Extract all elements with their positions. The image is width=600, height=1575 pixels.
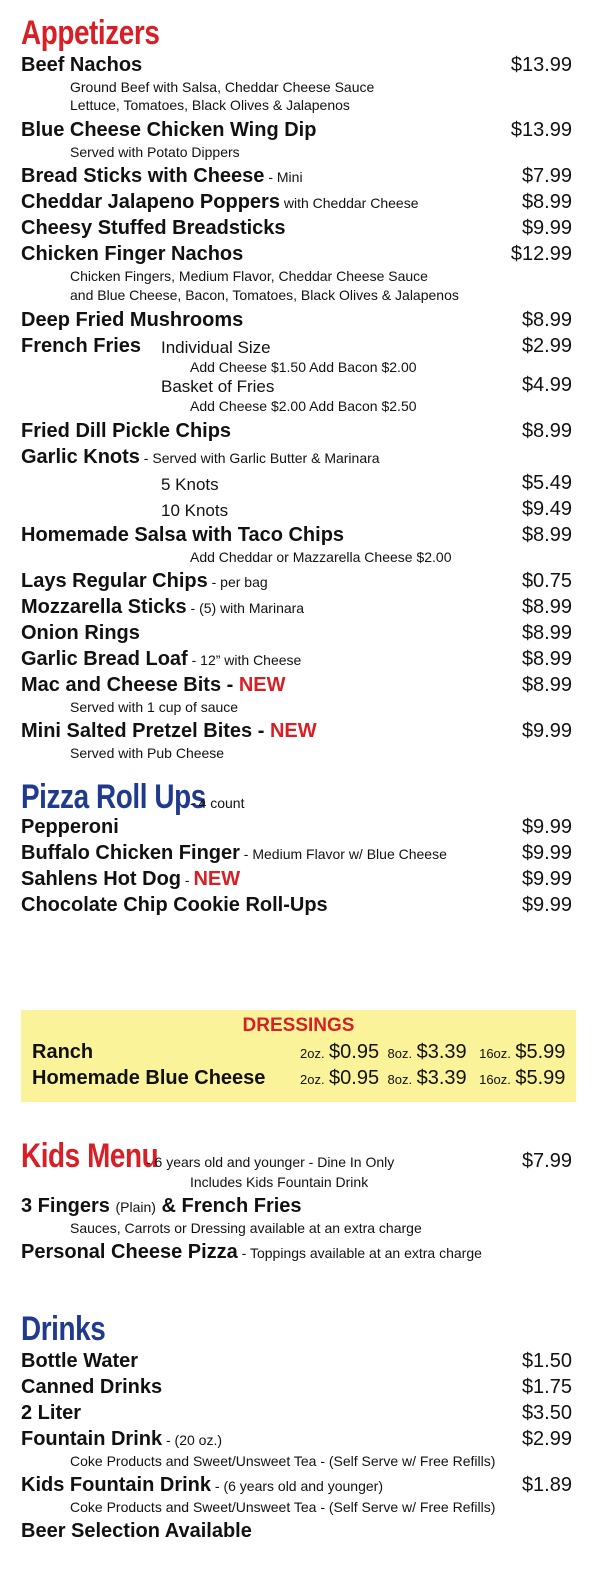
finger-nachos-name: Chicken Finger Nachos: [21, 243, 244, 265]
mushrooms-price: $8.99: [521, 309, 572, 331]
pretzel-new-badge: NEW: [269, 720, 317, 742]
rollups-title: Pizza Roll Ups: [21, 778, 206, 816]
ranch-name: Ranch: [32, 1041, 94, 1063]
poppers-item: [21, 191, 419, 214]
cheesy-breadsticks-price: $9.99: [521, 217, 572, 239]
pickle-name: Fried Dill Pickle Chips: [21, 420, 232, 442]
drinks-title: Drinks: [21, 1310, 106, 1348]
garlic-loaf-note: - 12” with Cheese: [187, 652, 302, 668]
fries-name: French Fries: [21, 335, 142, 357]
hotdog-price: $9.99: [521, 868, 572, 890]
kids-pizza-name: Personal Cheese Pizza: [21, 1241, 238, 1263]
onion-name: Onion Rings: [21, 622, 140, 644]
kids-fingers-plain: (Plain): [115, 1199, 156, 1215]
pepperoni-price: $9.99: [521, 816, 572, 838]
kids-fountain-desc: Coke Products and Sweet/Unsweet Tea - (Self Serve w/ Free Refills): [70, 1499, 496, 1515]
kids-fountain-note: - (6 years old and younger): [211, 1478, 383, 1494]
fountain-name: Fountain Drink: [21, 1428, 163, 1450]
kids-fountain-item: [21, 1474, 383, 1497]
appetizers-title: Appetizers: [21, 14, 160, 52]
hotdog-name: Sahlens Hot Dog: [21, 868, 182, 890]
kids-fingers-name1: 3 Fingers: [21, 1195, 116, 1217]
garlic-loaf-price: $8.99: [521, 648, 572, 670]
buffalo-note: - Medium Flavor w/ Blue Cheese: [239, 846, 447, 862]
cookie-name: Chocolate Chip Cookie Roll-Ups: [21, 894, 328, 916]
fries-price2: $4.99: [521, 374, 572, 396]
fries-size2: Basket of Fries: [161, 377, 275, 396]
kids-fountain-price: $1.89: [521, 1474, 572, 1496]
blue-cheese-size3: 16oz.: [479, 1072, 511, 1087]
mozz-name: Mozzarella Sticks: [21, 596, 187, 618]
fries-size1: Individual Size: [161, 338, 271, 357]
blue-cheese-size2: 8oz.: [387, 1072, 413, 1087]
buffalo-price: $9.99: [521, 842, 572, 864]
cheesy-breadsticks-name: Cheesy Stuffed Breadsticks: [21, 217, 286, 239]
ranch-size1: 2oz.: [300, 1046, 325, 1061]
knots-name: Garlic Knots: [21, 446, 140, 468]
mac-bits-new-badge: NEW: [238, 674, 286, 696]
ranch-prices: [300, 1041, 565, 1064]
mac-bits-desc: Served with 1 cup of sauce: [70, 699, 239, 715]
poppers-price: $8.99: [521, 191, 572, 213]
lays-note: - per bag: [207, 574, 268, 590]
pretzel-price: $9.99: [521, 720, 572, 742]
buffalo-item: [21, 842, 447, 865]
blue-cheese-prices: [300, 1067, 565, 1090]
beef-nachos-desc1: Ground Beef with Salsa, Cheddar Cheese Sauce: [70, 79, 375, 95]
mozz-item: [21, 596, 304, 619]
fountain-desc: Coke Products and Sweet/Unsweet Tea - (Self Serve w/ Free Refills): [70, 1453, 496, 1469]
hotdog-item: [21, 868, 240, 891]
garlic-loaf-name: Garlic Bread Loaf: [21, 648, 188, 670]
fountain-price: $2.99: [521, 1428, 572, 1450]
mozz-price: $8.99: [521, 596, 572, 618]
pepperoni-name: Pepperoni: [21, 816, 119, 838]
cookie-price: $9.99: [521, 894, 572, 916]
fries-add1: Add Cheese $1.50 Add Bacon $2.00: [190, 359, 417, 375]
wing-dip-desc: Served with Potato Dippers: [70, 144, 240, 160]
kids-fingers-item: [21, 1195, 302, 1218]
canned-name: Canned Drinks: [21, 1376, 163, 1398]
kids-price: $7.99: [521, 1150, 572, 1172]
poppers-note: with Cheddar Cheese: [279, 195, 419, 211]
blue-cheese-price2: $3.39: [416, 1067, 467, 1089]
fountain-note: - (20 oz.): [162, 1432, 223, 1448]
blue-cheese-price1: $0.95: [329, 1067, 380, 1089]
kids-fingers-desc: Sauces, Carrots or Dressing available at an extra charge: [70, 1220, 422, 1236]
finger-nachos-desc1: Chicken Fingers, Medium Flavor, Cheddar Cheese Sauce: [70, 268, 428, 284]
water-price: $1.50: [521, 1350, 572, 1372]
kids-title: Kids Menu: [21, 1137, 159, 1175]
dressings-title: DRESSINGS: [242, 1015, 355, 1036]
knots-note: - Served with Garlic Butter & Marinara: [139, 450, 380, 466]
liter-name: 2 Liter: [21, 1402, 82, 1424]
hotdog-note: -: [181, 872, 194, 888]
bread-sticks-price: $7.99: [521, 165, 572, 187]
lays-price: $0.75: [521, 570, 572, 592]
bread-sticks-note: - Mini: [264, 169, 303, 185]
kids-fingers-name2: & French Fries: [155, 1195, 302, 1217]
hotdog-new-badge: NEW: [193, 868, 241, 890]
finger-nachos-price: $12.99: [510, 243, 572, 265]
wing-dip-price: $13.99: [510, 119, 572, 141]
ranch-price2: $3.39: [416, 1041, 467, 1063]
pretzel-item: [21, 720, 317, 743]
salsa-desc: Add Cheddar or Mazzarella Cheese $2.00: [190, 549, 452, 565]
fries-add2: Add Cheese $2.00 Add Bacon $2.50: [190, 398, 417, 414]
ranch-price1: $0.95: [329, 1041, 380, 1063]
poppers-name: Cheddar Jalapeno Poppers: [21, 191, 280, 213]
wing-dip-name: Blue Cheese Chicken Wing Dip: [21, 119, 317, 141]
knots-opt2: 10 Knots: [161, 501, 229, 520]
knots-item: [21, 446, 380, 469]
fountain-item: [21, 1428, 222, 1451]
kids-includes: Includes Kids Fountain Drink: [190, 1174, 369, 1190]
mac-bits-item: [21, 674, 286, 697]
beef-nachos-desc2: Lettuce, Tomatoes, Black Olives & Jalapenos: [70, 97, 350, 113]
water-name: Bottle Water: [21, 1350, 139, 1372]
pickle-price: $8.99: [521, 420, 572, 442]
lays-name: Lays Regular Chips: [21, 570, 208, 592]
onion-price: $8.99: [521, 622, 572, 644]
mozz-note: - (5) with Marinara: [186, 600, 305, 616]
mac-bits-price: $8.99: [521, 674, 572, 696]
ranch-price3: $5.99: [515, 1041, 566, 1063]
kids-pizza-item: [21, 1241, 482, 1264]
garlic-loaf-item: [21, 648, 301, 671]
ranch-size3: 16oz.: [479, 1046, 511, 1061]
liter-price: $3.50: [521, 1402, 572, 1424]
kids-pizza-note: - Toppings available at an extra charge: [237, 1245, 482, 1261]
blue-cheese-name: Homemade Blue Cheese: [32, 1067, 266, 1089]
rollups-note: - 4 count: [190, 795, 245, 811]
beef-nachos-price: $13.99: [510, 54, 572, 76]
ranch-size2: 8oz.: [387, 1046, 413, 1061]
blue-cheese-size1: 2oz.: [300, 1072, 325, 1087]
knots-price2: $9.49: [521, 498, 572, 520]
fries-price1: $2.99: [521, 335, 572, 357]
bread-sticks-item: [21, 165, 303, 188]
salsa-name: Homemade Salsa with Taco Chips: [21, 524, 345, 546]
mushrooms-name: Deep Fried Mushrooms: [21, 309, 244, 331]
beef-nachos-name: Beef Nachos: [21, 54, 143, 76]
buffalo-name: Buffalo Chicken Finger: [21, 842, 240, 864]
salsa-price: $8.99: [521, 524, 572, 546]
kids-note: - 6 years old and younger - Dine In Only: [146, 1154, 395, 1170]
mac-bits-name: Mac and Cheese Bits -: [21, 674, 239, 696]
knots-opt1: 5 Knots: [161, 475, 219, 494]
canned-price: $1.75: [521, 1376, 572, 1398]
pretzel-name: Mini Salted Pretzel Bites -: [21, 720, 270, 742]
blue-cheese-price3: $5.99: [515, 1067, 566, 1089]
lays-item: [21, 570, 268, 593]
knots-price1: $5.49: [521, 472, 572, 494]
pretzel-desc: Served with Pub Cheese: [70, 745, 225, 761]
kids-fountain-name: Kids Fountain Drink: [21, 1474, 211, 1496]
beer-name: Beer Selection Available: [21, 1520, 252, 1542]
finger-nachos-desc2: and Blue Cheese, Bacon, Tomatoes, Black Olives & Jalapenos: [70, 287, 459, 303]
bread-sticks-name: Bread Sticks with Cheese: [21, 165, 265, 187]
